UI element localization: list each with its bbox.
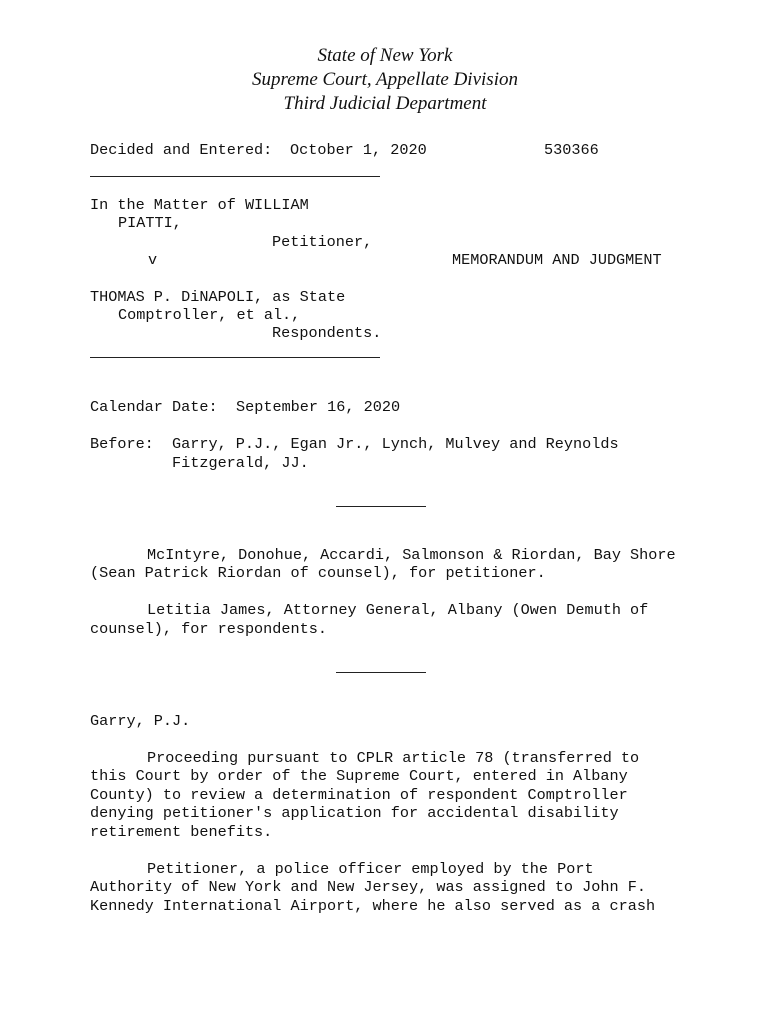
calendar-label: Calendar Date: xyxy=(90,398,218,416)
caption-rule-top xyxy=(90,176,380,177)
court-division: Supreme Court, Appellate Division xyxy=(252,69,518,90)
paragraph-2-line: Petitioner, a police officer employed by the Port xyxy=(147,860,594,878)
paragraph-1-line: this Court by order of the Supreme Court, entered in Albany xyxy=(90,767,628,785)
before-justices-line2: Fitzgerald, JJ. xyxy=(172,454,309,472)
petitioner-counsel-line1: McIntyre, Donohue, Accardi, Salmonson & Riordan, Bay Shore xyxy=(147,546,676,564)
petitioner-counsel-line2: (Sean Patrick Riordan of counsel), for petitioner. xyxy=(90,564,546,582)
before-justices-line1: Garry, P.J., Egan Jr., Lynch, Mulvey and Reynolds xyxy=(172,435,619,453)
decided-label: Decided and Entered: xyxy=(90,141,273,159)
document-type: MEMORANDUM AND JUDGMENT xyxy=(452,251,662,269)
respondent-name-line2: Comptroller, et al., xyxy=(118,306,301,324)
court-department: Third Judicial Department xyxy=(283,93,487,114)
petitioner-role: Petitioner, xyxy=(272,233,373,251)
respondent-counsel-line1: Letitia James, Attorney General, Albany (Owen Demuth of xyxy=(147,601,649,619)
paragraph-1-line: retirement benefits. xyxy=(90,823,273,841)
court-name: State of New York xyxy=(317,45,453,66)
petitioner-name-line1: In the Matter of WILLIAM xyxy=(90,196,309,214)
paragraph-1-line: Proceeding pursuant to CPLR article 78 (transferred to xyxy=(147,749,640,767)
paragraph-1-line: County) to review a determination of respondent Comptroller xyxy=(90,786,628,804)
paragraph-2-line: Authority of New York and New Jersey, was assigned to John F. xyxy=(90,878,646,896)
respondent-role: Respondents. xyxy=(272,324,382,342)
calendar-date: September 16, 2020 xyxy=(236,398,401,416)
before-label: Before: xyxy=(90,435,154,453)
section-divider-2 xyxy=(336,672,426,673)
petitioner-name-line2: PIATTI, xyxy=(118,214,182,232)
paragraph-1-line: denying petitioner's application for accidental disability xyxy=(90,804,619,822)
caption-rule-bottom xyxy=(90,357,380,358)
versus: v xyxy=(148,251,158,269)
decided-date: October 1, 2020 xyxy=(290,141,427,159)
opinion-author: Garry, P.J. xyxy=(90,712,191,730)
paragraph-2-line: Kennedy International Airport, where he also served as a crash xyxy=(90,897,656,915)
case-number: 530366 xyxy=(544,141,599,159)
section-divider-1 xyxy=(336,506,426,507)
respondent-counsel-line2: counsel), for respondents. xyxy=(90,620,327,638)
respondent-name-line1: THOMAS P. DiNAPOLI, as State xyxy=(90,288,346,306)
